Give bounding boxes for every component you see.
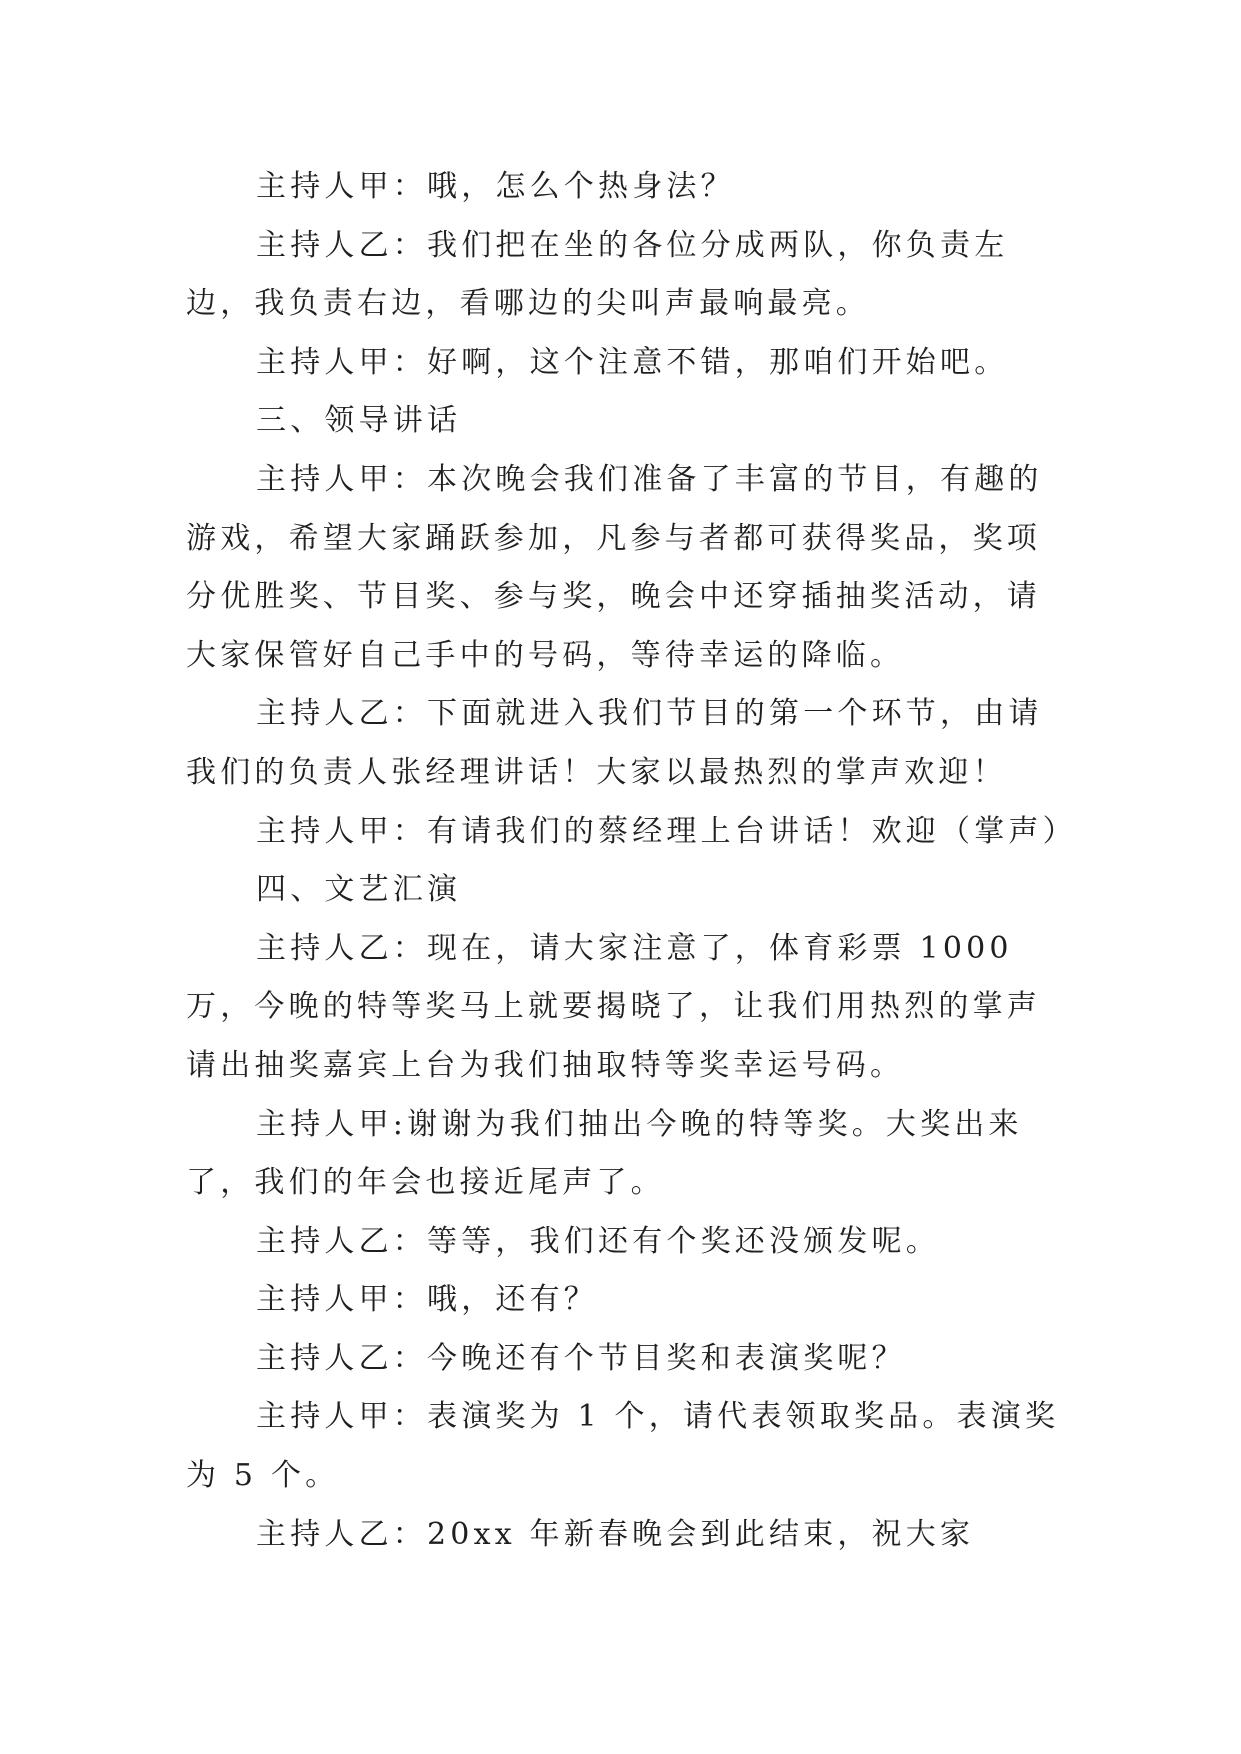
section-heading-performance: 四、文艺汇演: [256, 872, 462, 908]
paragraph-1: 主持人甲：哦，怎么个热身法？: [256, 169, 735, 204]
paragraph-5: 主持人甲：本次晚会我们准备了丰富的节目，有趣的游戏，希望大家踊跃参加，凡参与者都可获得奖品，奖项分优胜奖、节目奖、参与奖，晚会中还穿插抽奖活动，请大家保管好自己手中的号码，等待幸运的降临。: [186, 461, 1043, 673]
paragraph-3: 主持人甲：好啊，这个注意不错，那咱们开始吧。: [256, 344, 1009, 380]
paragraph-13: 主持人乙：今晚还有个节目奖和表演奖呢？: [256, 1340, 906, 1376]
paragraph-10: 主持人甲:谢谢为我们抽出今晚的特等奖。大奖出来了，我们的年会也接近尾声了。: [186, 1106, 1023, 1201]
paragraph-6: 主持人乙：下面就进入我们节目的第一个环节，由请我们的负责人张经理讲话！大家以最热烈的掌声欢迎！: [186, 696, 1043, 790]
section-heading-leadership-speech: 三、领导讲话: [256, 403, 462, 439]
paragraph-9: 主持人乙：现在，请大家注意了，体育彩票 1000 万，今晚的特等奖马上就要揭晓了，让我们用热烈的掌声请出抽奖嘉宾上台为我们抽取特等奖幸运号码。: [186, 930, 1041, 1083]
paragraph-7: 主持人甲：有请我们的蔡经理上台讲话！欢迎（掌声）: [256, 813, 1077, 849]
paragraph-12: 主持人甲：哦，还有？: [256, 1282, 598, 1318]
paragraph-2: 主持人乙：我们把在坐的各位分成两队，你负责左边，我负责右边，看哪边的尖叫声最响最亮。: [186, 227, 1009, 322]
document-body: [186, 158, 1077, 1564]
paragraph-11: 主持人乙：等等，我们还有个奖还没颁发呢。: [256, 1223, 940, 1259]
paragraph-14: 主持人甲：表演奖为 1 个，请代表领取奖品。表演奖为 5 个。: [186, 1399, 1060, 1494]
paragraph-15: 主持人乙：20xx 年新春晚会到此结束，祝大家: [256, 1516, 975, 1552]
